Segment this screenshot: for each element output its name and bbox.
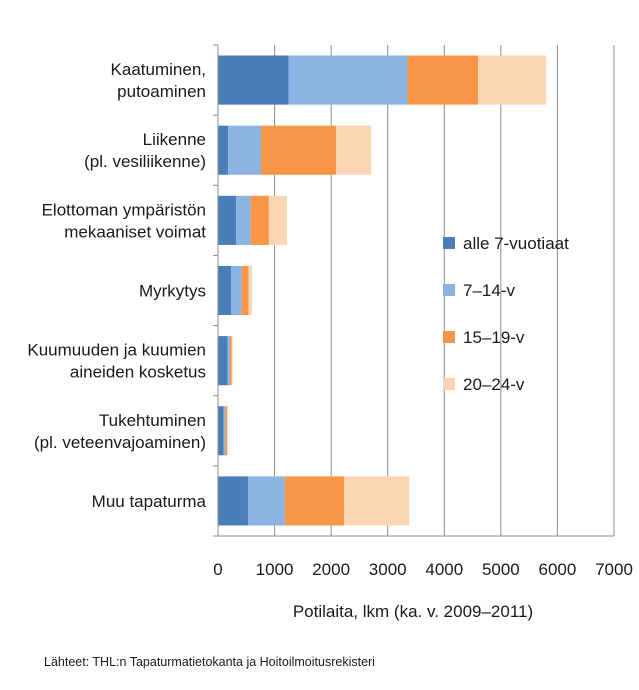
category-label-line: Myrkytys: [138, 281, 206, 301]
category-label-4: [139, 282, 206, 301]
legend-label-3: 15–19-v: [463, 328, 525, 347]
category-label-6: [34, 411, 206, 452]
axes: [213, 45, 614, 536]
bar-3-series-1: [218, 196, 236, 245]
category-label-line: putoaminen: [117, 82, 206, 102]
x-tick-label-0: 0: [213, 560, 223, 579]
legend-label-1: alle 7-vuotiaat: [463, 234, 569, 253]
category-label-line: Kaatuminen,: [110, 60, 206, 80]
category-label-line: aineiden kosketus: [69, 362, 206, 382]
bar-1-series-1: [218, 56, 289, 105]
bar-4-series-2: [231, 266, 242, 315]
x-tick-label-7000: 7000: [595, 560, 633, 579]
bar-3-series-2: [236, 196, 251, 245]
legend-swatch-4: [443, 378, 455, 390]
category-label-2: [84, 130, 206, 171]
bar-4-series-4: [249, 266, 252, 315]
bar-7-series-2: [248, 476, 285, 525]
bar-1-series-2: [289, 56, 408, 105]
category-label-line: Liikenne: [142, 130, 206, 150]
category-label-3: [42, 200, 207, 241]
category-label-line: mekaaniset voimat: [64, 222, 206, 242]
category-label-line: Kuumuuden ja kuumien: [27, 340, 206, 360]
category-label-line: Tukehtuminen: [98, 410, 206, 430]
bar-2-series-3: [261, 126, 336, 175]
bar-1-series-4: [478, 56, 546, 105]
legend: [443, 234, 569, 394]
bar-2-series-4: [336, 126, 371, 175]
bar-7-series-1: [218, 476, 248, 525]
bar-3-series-3: [251, 196, 269, 245]
bar-5-series-1: [218, 336, 228, 385]
category-label-line: Muu tapaturma: [91, 491, 206, 511]
x-tick-label-1000: 1000: [255, 560, 294, 579]
category-label-line: (pl. vesiliikenne): [84, 152, 206, 172]
bar-4-series-3: [242, 266, 249, 315]
bar-6-series-1: [218, 406, 224, 455]
bar-6-series-2: [224, 406, 226, 455]
tick-labels: [213, 560, 633, 579]
x-tick-label-4000: 4000: [425, 560, 464, 579]
category-label-line: (pl. veteenvajoaminen): [34, 432, 206, 452]
legend-swatch-3: [443, 331, 455, 343]
x-tick-label-3000: 3000: [368, 560, 407, 579]
category-label-1: [111, 60, 206, 101]
legend-label-2: 7–14-v: [463, 281, 515, 300]
legend-swatch-1: [443, 237, 455, 249]
bar-5-series-2: [228, 336, 230, 385]
category-labels: [27, 60, 206, 511]
bar-2-series-1: [218, 126, 228, 175]
category-label-7: [92, 492, 207, 511]
bar-7-series-4: [344, 476, 409, 525]
bar-7-series-3: [285, 476, 344, 525]
bar-5-series-4: [232, 336, 233, 385]
x-tick-label-5000: 5000: [481, 560, 520, 579]
bar-6-series-4: [227, 406, 228, 455]
bar-5-series-3: [230, 336, 232, 385]
bar-2-series-2: [228, 126, 261, 175]
x-tick-label-2000: 2000: [312, 560, 351, 579]
x-axis-title: Potilaita, lkm (ka. v. 2009–2011): [292, 602, 534, 621]
legend-label-4: 20–24-v: [463, 375, 525, 394]
bar-4-series-1: [218, 266, 231, 315]
bar-3-series-4: [269, 196, 287, 245]
category-label-line: Elottoman ympäristön: [41, 200, 206, 220]
source-note: Lähteet: THL:n Tapaturmatietokanta ja Hoitoilmoitusrekisteri: [44, 655, 375, 669]
bar-6-series-3: [225, 406, 227, 455]
legend-swatch-2: [443, 284, 455, 296]
x-tick-label-6000: 6000: [538, 560, 577, 579]
category-label-5: [27, 341, 206, 382]
bar-1-series-3: [408, 56, 479, 105]
